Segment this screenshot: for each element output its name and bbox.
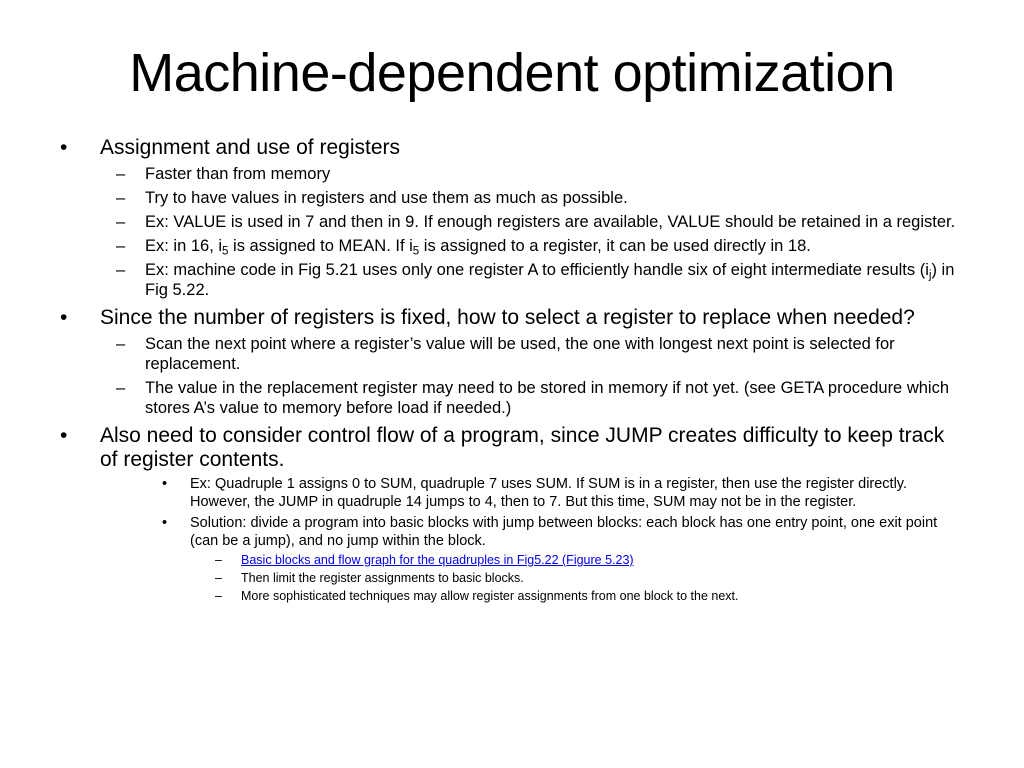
subitem-scan-next-point bbox=[60, 334, 960, 374]
subitem-text: Faster than from memory bbox=[145, 165, 331, 183]
dash-marker: – bbox=[116, 379, 126, 397]
subitem-basic-blocks-solution bbox=[60, 514, 960, 550]
bullet-marker: • bbox=[60, 424, 68, 447]
slide-title: Machine-dependent optimization bbox=[129, 43, 895, 103]
bullet-marker: • bbox=[162, 476, 168, 492]
text-part: Ex: in 16, i bbox=[145, 237, 223, 255]
bullet-register-replacement bbox=[60, 306, 960, 330]
subitem-text: Then limit the register assignments to basic blocks. bbox=[241, 571, 524, 585]
subitem-text: Ex: VALUE is used in 7 and then in 9. If enough registers are available, VALUE should be retained in a register. bbox=[145, 213, 956, 231]
subscript: 5 bbox=[412, 245, 420, 258]
bullet-marker: • bbox=[162, 515, 168, 531]
subitem-text: Scan the next point where a register’s value will be used, the one with longest next point is selected for replacement. bbox=[145, 335, 895, 373]
dash-marker: – bbox=[116, 237, 126, 255]
bullet-marker: • bbox=[60, 136, 68, 159]
slide-content bbox=[60, 130, 960, 604]
subitem-machine-code-example bbox=[60, 260, 960, 300]
bullet-marker: • bbox=[60, 306, 68, 329]
bullet-control-flow bbox=[60, 424, 960, 472]
subitem-replacement-store bbox=[60, 378, 960, 418]
flow-graph-link[interactable]: Basic blocks and flow graph for the quadruples in Fig5.22 (Figure 5.23) bbox=[241, 553, 634, 567]
subscript: j bbox=[928, 269, 932, 282]
subitem-limit-assignments bbox=[60, 570, 960, 586]
subitem-text: Try to have values in registers and use them as much as possible. bbox=[145, 189, 628, 207]
subitem-text: More sophisticated techniques may allow register assignments from one block to the next. bbox=[241, 589, 739, 603]
subitem-faster bbox=[60, 164, 960, 184]
text-part: is assigned to MEAN. If i bbox=[228, 237, 413, 255]
dash-marker: – bbox=[215, 589, 222, 603]
dash-marker: – bbox=[116, 165, 126, 183]
text-part: ) in Fig 5.22. bbox=[145, 261, 955, 299]
subitem-try-values bbox=[60, 188, 960, 208]
text-part: is assigned to a register, it can be used directly in 18. bbox=[419, 237, 811, 255]
subitem-text: Solution: divide a program into basic blocks with jump between blocks: each block has one entry point, one exit point (can be a jump), and no jump within the block. bbox=[190, 515, 938, 549]
subitem-text: Ex: Quadruple 1 assigns 0 to SUM, quadruple 7 uses SUM. If SUM is in a register, then use the register directly. However, the JUMP in quadruple 14 jumps to 4, then to 7. But this time, SUM may not be in the register. bbox=[190, 476, 908, 510]
dash-marker: – bbox=[116, 335, 126, 353]
subitem-text: The value in the replacement register may need to be stored in memory if not yet. (see GETA procedure which stores A’s value to memory before load if needed.) bbox=[145, 379, 950, 417]
subitem-quadruple-example bbox=[60, 475, 960, 511]
subitem-text bbox=[145, 237, 811, 258]
subitem-sophisticated-techniques bbox=[60, 588, 960, 604]
dash-marker: – bbox=[116, 189, 126, 207]
subitem-text bbox=[145, 261, 954, 299]
dash-marker: – bbox=[215, 571, 222, 585]
bullet-text: Assignment and use of registers bbox=[100, 136, 400, 159]
bullet-registers bbox=[60, 136, 960, 160]
subscript: 5 bbox=[222, 245, 229, 258]
subitem-value-example bbox=[60, 212, 960, 232]
dash-marker: – bbox=[215, 553, 222, 567]
dash-marker: – bbox=[116, 213, 126, 231]
bullet-text: Since the number of registers is fixed, how to select a register to replace when needed? bbox=[100, 306, 915, 329]
subitem-mean-example bbox=[60, 236, 960, 256]
text-part: Ex: machine code in Fig 5.21 uses only one register A to efficiently handle six of eight intermediate results (i bbox=[145, 261, 929, 279]
bullet-text: Also need to consider control flow of a program, since JUMP creates difficulty to keep track of register contents. bbox=[100, 424, 945, 471]
subitem-flow-graph-link bbox=[60, 552, 960, 568]
dash-marker: – bbox=[116, 261, 126, 279]
